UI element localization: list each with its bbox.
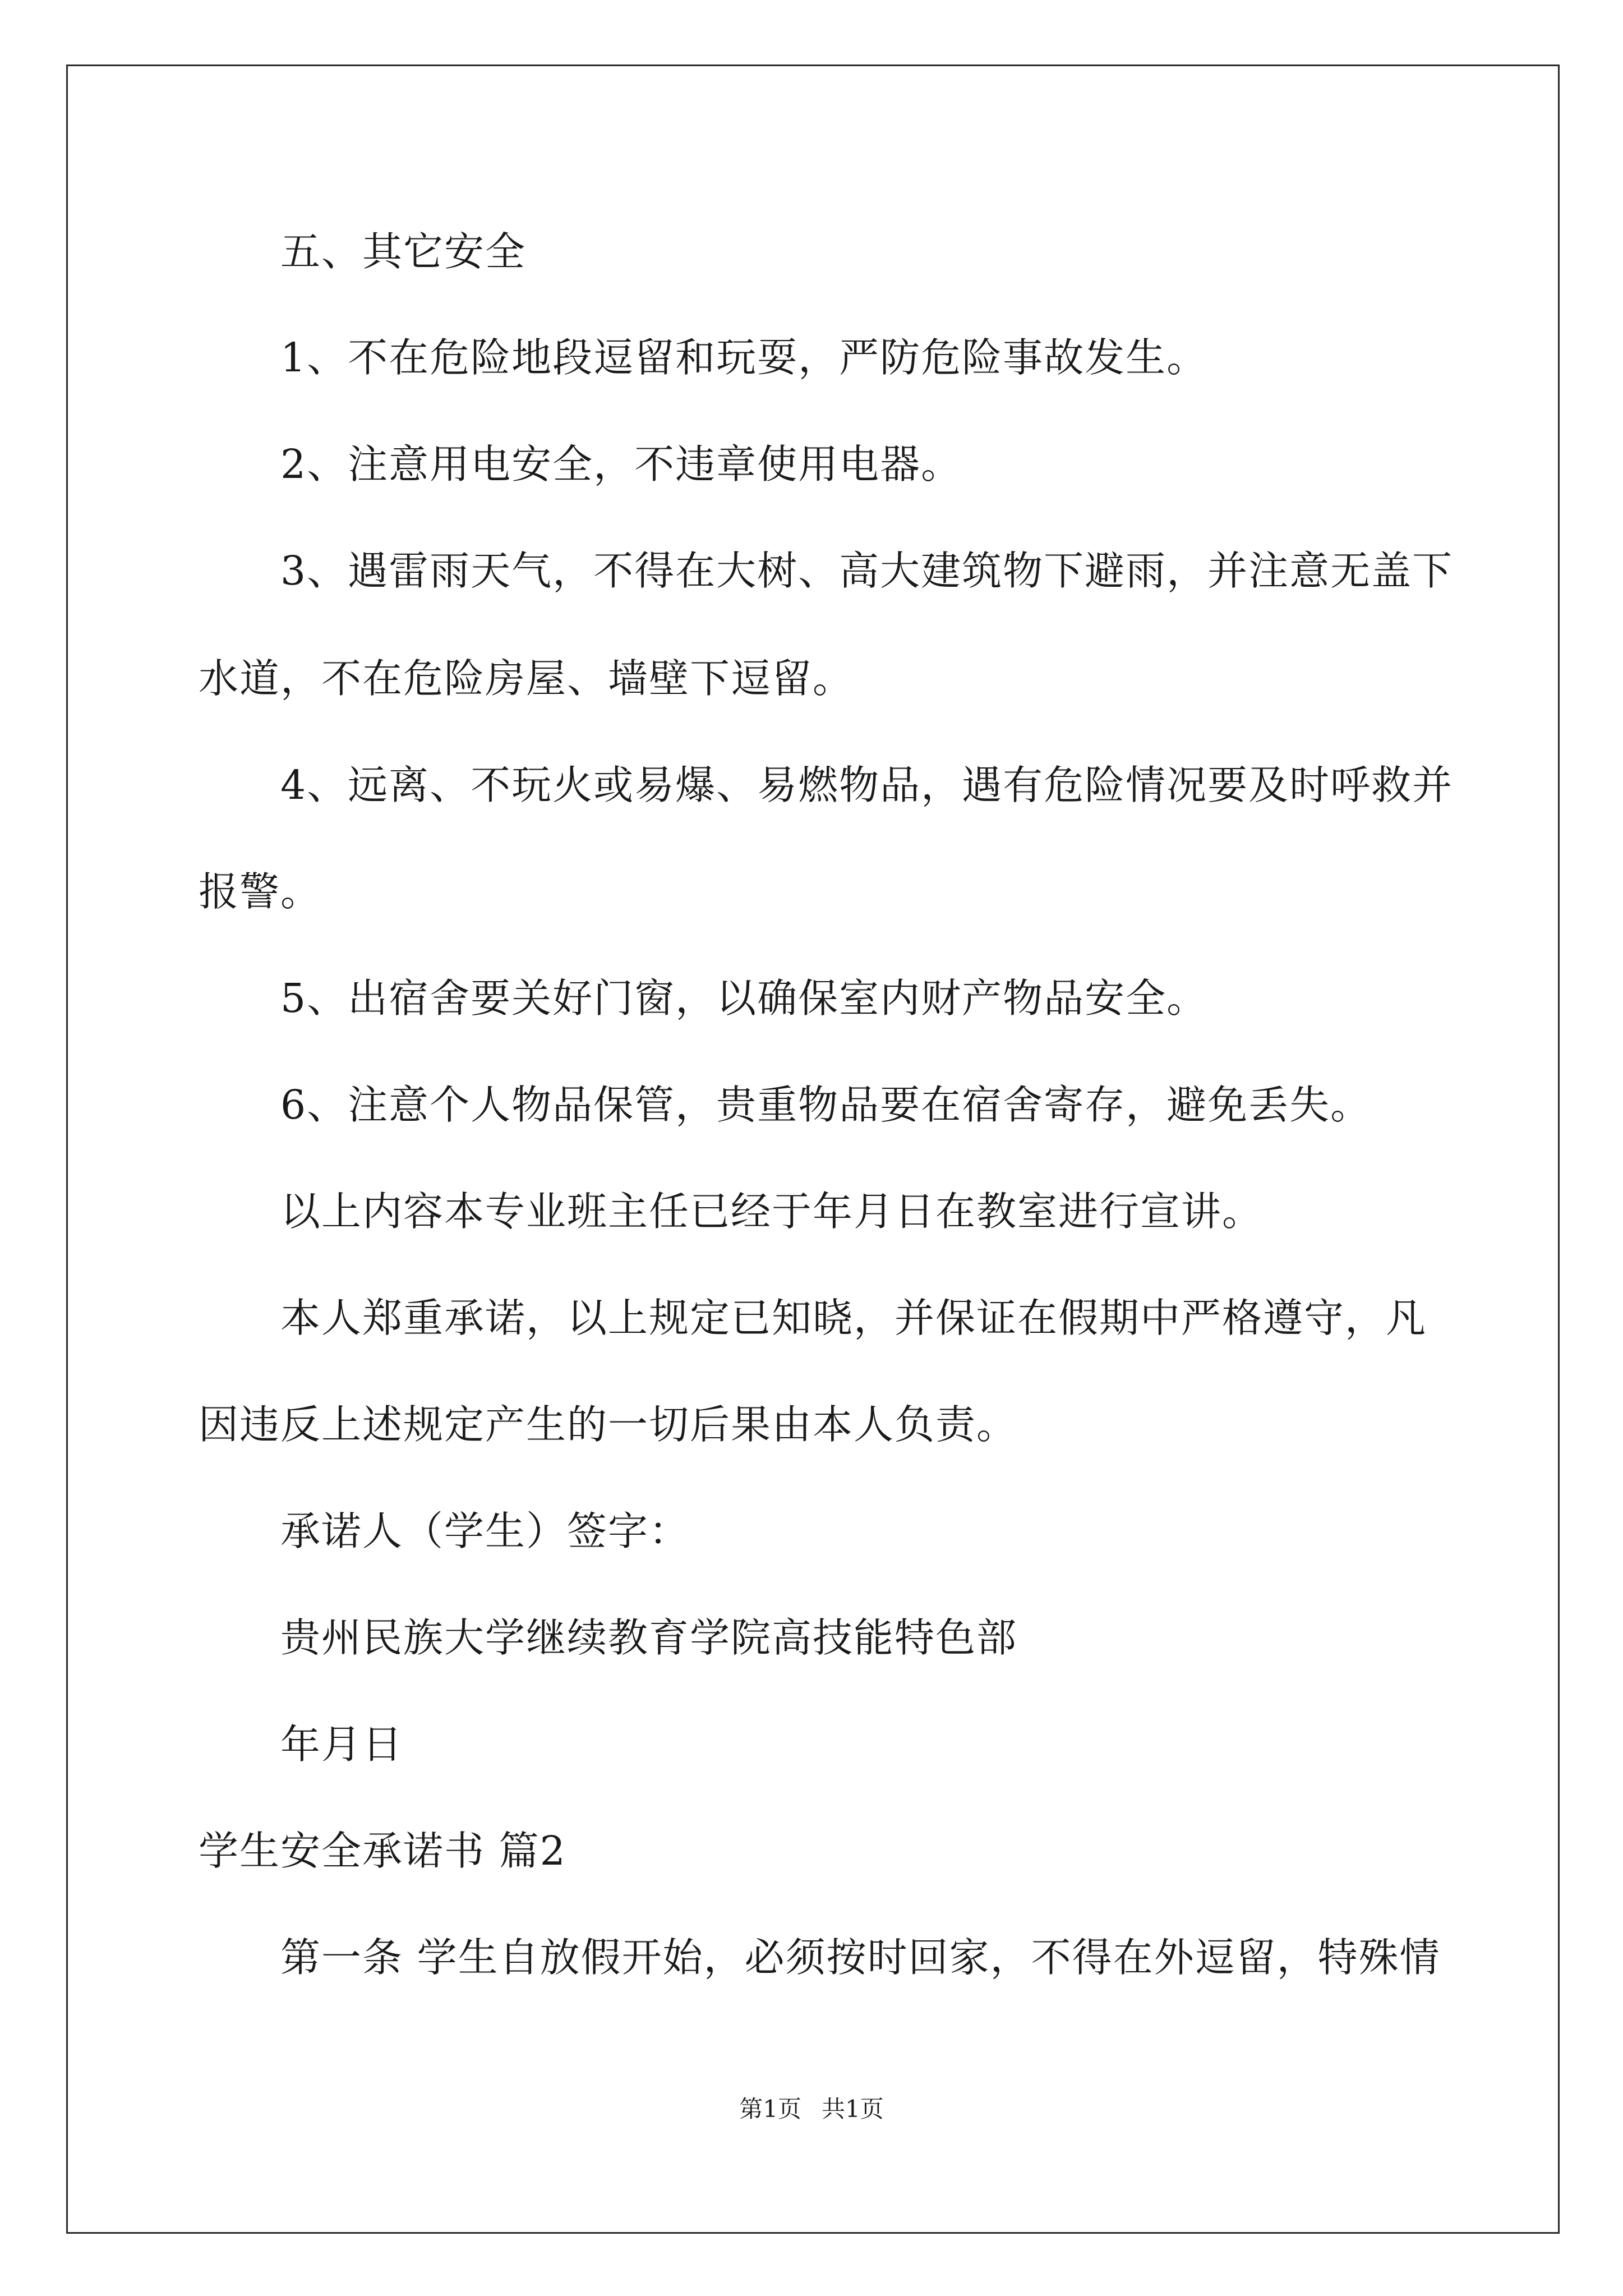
paragraph-line: 3、遇雷雨天气，不得在大树、高大建筑物下避雨，并注意无盖下	[280, 547, 1454, 594]
date-line: 年月日	[280, 1721, 404, 1768]
paragraph-line: 4、远离、不玩火或易爆、易燃物品，遇有危险情况要及时呼救并	[280, 762, 1454, 808]
paragraph-line: 1、不在危险地段逗留和玩耍，严防危险事故发生。	[280, 334, 1208, 381]
signature-label: 承诺人（学生）签字：	[280, 1508, 690, 1554]
paragraph-line: 第一条 学生自放假开始，必须按时回家，不得在外逗留，特殊情	[280, 1934, 1441, 1981]
paragraph-line: 本人郑重承诺，以上规定已知晓，并保证在假期中严格遵守，凡	[280, 1295, 1427, 1341]
paragraph-line: 水道，不在危险房屋、墙壁下逗留。	[199, 655, 854, 702]
page-number: 第1页	[739, 2095, 801, 2123]
paragraph-line: 6、注意个人物品保管，贵重物品要在宿舍寄存，避免丢失。	[280, 1082, 1372, 1128]
institution-name: 贵州民族大学继续教育学院高技能特色部	[280, 1614, 1018, 1661]
document-subtitle: 学生安全承诺书 篇2	[199, 1828, 566, 1874]
section-heading: 五、其它安全	[280, 228, 527, 275]
paragraph-line: 5、出宿舍要关好门窗，以确保室内财产物品安全。	[280, 975, 1208, 1022]
page-total: 共1页	[822, 2095, 884, 2123]
paragraph-line: 因违反上述规定产生的一切后果由本人负责。	[199, 1401, 1018, 1448]
page-footer	[0, 2092, 1623, 2126]
paragraph-line: 报警。	[199, 868, 322, 915]
paragraph-line: 2、注意用电安全，不违章使用电器。	[280, 441, 962, 487]
paragraph-line: 以上内容本专业班主任已经于年月日在教室进行宣讲。	[280, 1188, 1264, 1235]
